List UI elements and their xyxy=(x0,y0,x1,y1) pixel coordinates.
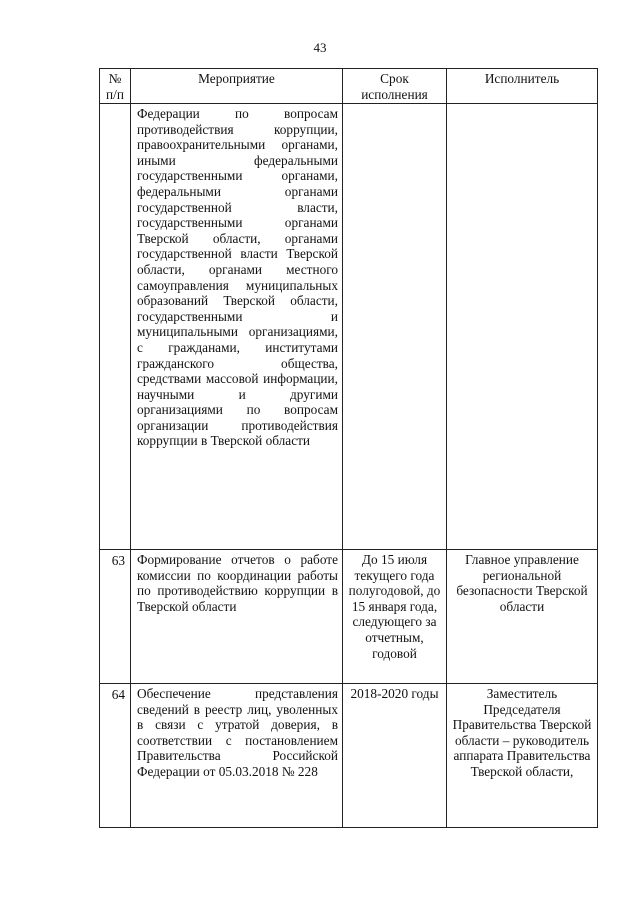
table-header-row xyxy=(100,69,598,104)
page-number: 43 xyxy=(313,40,327,55)
header-executor: Исполнитель xyxy=(447,69,598,104)
row-term: 2018-2020 годы xyxy=(343,684,447,828)
row-number: 64 xyxy=(100,684,131,828)
row-activity: Федерации по вопросам противодействия коррупции, правоохранительными органами, иными федеральными государственными органами, федеральными органами государственной власти, государственными органами Тверской области, органами государственной власти Тверской области, органами местного самоуправления муниципальных образований Тверской области, государственными и муниципальными организациями, с гражданами, институтами гражданского общества, средствами массовой информации, научными и другими организациями по вопросам организации противодействия коррупции в Тверской области xyxy=(131,104,343,550)
row-executor: Главное управление региональной безопасности Тверской области xyxy=(447,550,598,684)
row-executor: Заместитель Председателя Правительства Тверской области – руководитель аппарата Правительства Тверской области, xyxy=(447,684,598,828)
row-activity: Формирование отчетов о работе комиссии по координации работы по противодействию коррупции в Тверской области xyxy=(131,550,343,684)
row-number xyxy=(100,104,131,550)
header-term: Срок исполнения xyxy=(343,69,447,104)
row-number: 63 xyxy=(100,550,131,684)
row-executor xyxy=(447,104,598,550)
row-term xyxy=(343,104,447,550)
row-activity: Обеспечение представления сведений в реестр лиц, уволенных в связи с утратой доверия, в соответствии с постановлением Правительства Российской Федерации от 05.03.2018 № 228 xyxy=(131,684,343,828)
table-row xyxy=(100,104,598,550)
table-row xyxy=(100,684,598,828)
header-number: № п/п xyxy=(100,69,131,104)
row-term: До 15 июля текущего года полугодовой, до 15 января года, следующего за отчетным, годовой xyxy=(343,550,447,684)
header-activity: Мероприятие xyxy=(131,69,343,104)
table-row xyxy=(100,550,598,684)
measures-table xyxy=(99,68,598,828)
